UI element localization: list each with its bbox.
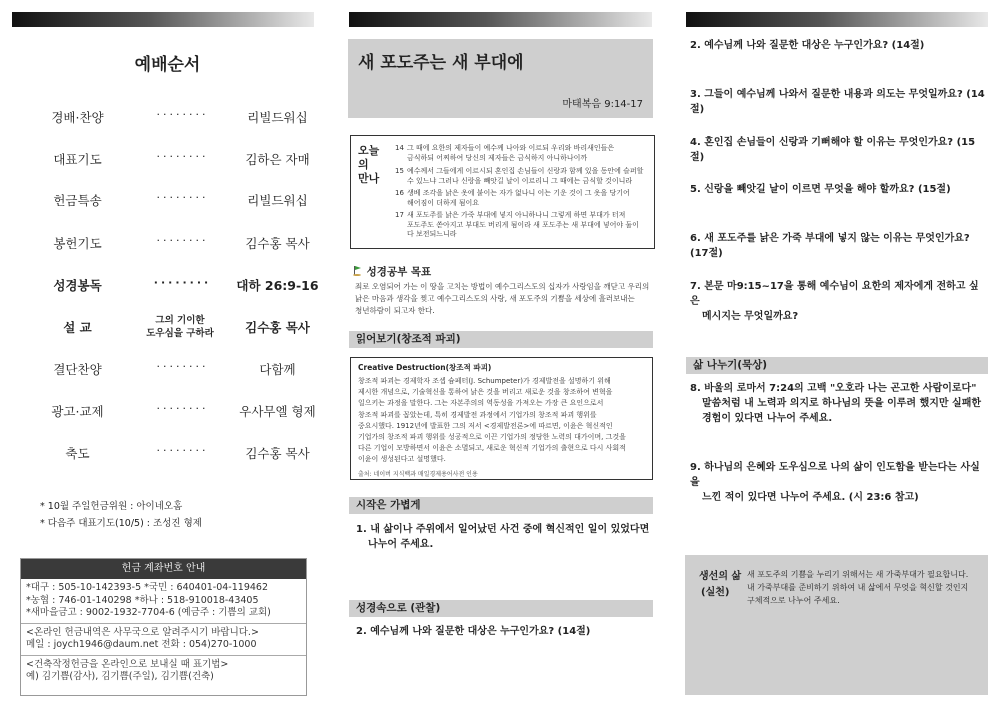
offering-info-box [20, 558, 307, 696]
sermon-title [125, 314, 235, 340]
account-list [21, 579, 306, 624]
goal-line: 낡은 마음과 생각을 찢고 예수그리스도의 사랑, 새 포도주의 기쁨을 세상에 흘러보내는 [355, 294, 635, 303]
sermon-header [348, 39, 653, 118]
question-3: 3. 그들이 예수님께 나와서 질문한 내용과 의도는 무엇일까요? (14절) [690, 89, 985, 115]
service-dots: ········ [153, 276, 212, 289]
service-row [20, 191, 315, 215]
service-row [20, 402, 315, 426]
sermon-title-line: 도우심을 구하라 [146, 328, 214, 339]
service-dots: ········ [156, 444, 209, 457]
practice-box [685, 555, 988, 695]
building-title: <건축작정헌금을 온라인으로 보내실 때 표기법> [26, 658, 229, 670]
study-goal-title [352, 264, 431, 279]
verse-number: 17 [395, 211, 404, 219]
start-section-bar: 시작은 가볍게 [349, 497, 653, 514]
reading-box [350, 357, 653, 480]
question-8 [690, 381, 985, 426]
question-4: 4. 혼인집 손님들이 신랑과 기뻐해야 할 이유는 무엇인가요? (15절) [690, 137, 976, 163]
reading-line: 창조적 파괴를 꼽았는데, 특히 경제발전 과정에서 기업가의 창조적 파괴 행위를 [358, 410, 597, 419]
sermon-main-title: 새 포도주는 새 부대에 [358, 53, 524, 73]
verse-text: 해어짐이 더하게 됨이요 [407, 198, 480, 207]
reading-line: 이윤이 생성된다고 설명했다. [358, 455, 446, 464]
practice-label [699, 569, 741, 601]
observe-section-bar: 성경속으로 (관찰) [349, 600, 653, 617]
question-line: 말씀처럼 내 노력과 의지로 하나님의 뜻을 이루려 했지만 실패한 [702, 398, 982, 409]
practice-line: 구체적으로 나누어 주세요. [747, 596, 840, 605]
service-row [20, 234, 315, 258]
top-gradient-bar-1 [12, 12, 314, 27]
question-6: 6. 새 포도주를 낡은 가죽 부대에 넣지 않는 이유는 무엇인가요? (17절) [690, 233, 970, 259]
online-offering-info [21, 624, 306, 656]
service-row [20, 150, 315, 174]
verse [395, 167, 647, 186]
verse-text: 다 보전되느니라 [407, 230, 457, 238]
service-person: 대하 26:9-16 [236, 278, 319, 293]
account-line: *농협 : 746-01-140298 *하나 : 518-910018-43405 [26, 594, 259, 606]
reading-body [358, 376, 645, 466]
service-role: 경배·찬양 [51, 110, 104, 125]
service-row [20, 360, 315, 384]
practice-text [747, 568, 981, 607]
service-person: 우사무엘 형제 [239, 404, 316, 419]
service-dots: ········ [156, 150, 209, 163]
service-person: 김수홍 목사 [245, 320, 310, 335]
service-person: 김하은 자매 [245, 152, 310, 167]
goal-line: 청년하람이 되고자 한다. [355, 306, 435, 315]
verse-number: 16 [395, 189, 404, 197]
question-line: 경험이 있다면 나누어 주세요. [702, 413, 833, 424]
question-line: 9. 하나님의 은혜와 도우심으로 나의 삶이 인도함을 받는다는 사실을 [690, 462, 980, 488]
question-5: 5. 신랑을 빼앗길 날이 이르면 무엇을 해야 할까요? (15절) [690, 184, 951, 195]
sermon-title-line: 그의 기이한 [155, 315, 205, 326]
service-person: 리빌드워십 [247, 193, 308, 208]
reading-line: 다른 기업이 모방하면서 이윤은 소멸되고, 새로운 혁신적 기업가의 출현으로 다시 사회적 [358, 444, 626, 453]
account-line: *새마을금고 : 9002-1932-7704-6 (예금주 : 기쁨의 교회) [26, 607, 271, 618]
note-line: * 다음주 대표기도(10/5) : 조성진 형제 [40, 518, 202, 529]
online-contact: 메일 : joych1946@daum.net 전화 : 054)270-1000 [26, 639, 257, 650]
reading-title: Creative Destruction(창조적 파괴) [358, 363, 492, 372]
service-role: 광고·교제 [51, 404, 104, 419]
question-1 [356, 522, 651, 552]
todays-word-box [350, 135, 655, 249]
service-row [20, 108, 315, 132]
top-gradient-bar-3 [686, 12, 988, 27]
reading-line: 일으키는 과정을 말한다. 그는 자본주의의 역동성을 가져오는 가장 큰 요인으로서 [358, 399, 604, 408]
practice-line: 새 포도주의 기쁨을 누리기 위해서는 새 가죽부대가 필요합니다. [747, 570, 969, 579]
service-row [20, 276, 319, 300]
reading-line: 중요시했다. 1912년에 발표한 그의 저서 <경제발전론>에 따르면, 이윤은 혁신적인 [358, 421, 613, 430]
question-9 [690, 460, 985, 505]
verse-number: 14 [395, 144, 404, 152]
verse-text: 포도주도 쏟아지고 부대도 버리게 됨이라 새 포도주는 새 부대에 넣어야 둘이 [407, 220, 639, 229]
label-line: 오늘의 [358, 144, 380, 171]
question-7 [690, 279, 985, 324]
service-role: 결단찬양 [53, 362, 102, 377]
flag-icon [352, 265, 363, 276]
service-role: 축도 [65, 446, 90, 461]
question-line: 8. 바울의 로마서 7:24의 고백 "오호라 나는 곤고한 사람이로다" [690, 383, 977, 394]
goal-title-text: 성경공부 목표 [366, 266, 432, 278]
service-dots: ········ [156, 402, 209, 415]
reading-line: 기업가의 창조적 파괴 행위를 성공적으로 이끈 기업가의 정당한 노력의 대가이며, 그것을 [358, 433, 626, 442]
verse-text: 그 때에 요한의 제자들이 예수께 나아와 이르되 우리와 바리새인들은 [407, 144, 615, 152]
question-2-repeat: 2. 예수님께 나와 질문한 대상은 누구인가요? (14절) [690, 40, 925, 51]
verse [395, 211, 647, 240]
question-line: 느낀 적이 있다면 나누어 주세요. (시 23:6 참고) [702, 492, 919, 503]
verse-text: 새 포도주를 낡은 가죽 부대에 넣지 아니하나니 그렇게 하면 부대가 터져 [407, 211, 626, 219]
question-line: 1. 내 삶이나 주위에서 일어났던 사건 중에 혁신적인 일이 있었다면 [356, 524, 650, 535]
verse-text: 예수께서 그들에게 이르시되 혼인집 손님들이 신랑과 함께 있을 동안에 슬퍼할 [407, 167, 644, 175]
service-dots: ········ [156, 108, 209, 121]
scripture-reference: 마태복음 9:14-17 [562, 99, 643, 110]
service-role: 대표기도 [53, 152, 102, 167]
reading-line: 창조적 파괴는 경제학자 조셉 슘페터(J. Schumpeter)가 경제발전을 설명하기 위해 [358, 377, 611, 385]
service-dots: ········ [156, 234, 209, 247]
top-gradient-bar-2 [349, 12, 652, 27]
service-role: 봉헌기도 [53, 236, 102, 251]
label-line: (실천) [701, 587, 730, 598]
goal-line: 죄로 오염되어 가는 이 땅을 고치는 방법이 예수그리스도의 십자가 사랑임을 깨닫고 우리의 [355, 282, 650, 291]
offering-header: 헌금 계좌번호 안내 [21, 559, 306, 579]
verse-text: 금식하되 어찌하여 당신의 제자들은 금식하지 아니하나이까 [407, 153, 588, 162]
note-line: * 10월 주일헌금위원 : 아이네오홈 [40, 501, 183, 512]
verse-number: 15 [395, 167, 404, 175]
verse [395, 189, 647, 208]
reading-source: 출처: 네이버 지식백과 매일경제용어사전 인용 [358, 470, 478, 478]
practice-line: 내 가죽부대를 준비하기 위하여 내 삶에서 무엇을 혁신할 것인지 [747, 583, 969, 592]
service-person: 김수홍 목사 [245, 236, 310, 251]
service-person: 다함께 [259, 362, 296, 377]
verse [395, 144, 647, 163]
service-role: 설 교 [63, 320, 92, 335]
service-person: 리빌드워십 [247, 110, 308, 125]
service-row [20, 444, 315, 468]
service-person: 김수홍 목사 [245, 446, 310, 461]
building-offering-info [21, 656, 306, 687]
todays-word-label [358, 144, 386, 186]
online-title: <온라인 헌금내역은 사무국으로 알려주시기 바랍니다.> [26, 626, 259, 638]
service-dots: ········ [156, 360, 209, 373]
account-line: *대구 : 505-10-142393-5 *국민 : 640401-04-119462 [26, 582, 268, 593]
service-role: 성경봉독 [53, 278, 102, 293]
reading-section-bar: 읽어보기(창조적 파괴) [349, 331, 653, 348]
question-line: 7. 본문 마9:15~17을 통해 예수님이 요한의 제자에게 전하고 싶은 [690, 281, 979, 307]
share-section-bar: 삶 나누기(묵상) [686, 357, 988, 374]
study-goal-body [355, 281, 655, 317]
label-line: 만나 [358, 172, 380, 185]
question-line: 메시지는 무엇일까요? [702, 311, 799, 322]
service-dots: ········ [156, 191, 209, 204]
reading-line: 제시한 개념으로, 기술혁신을 통하여 낡은 것을 버리고 새로운 것을 창조하여 변혁을 [358, 388, 613, 397]
announcement-notes [40, 498, 202, 532]
building-example: 예) 김기쁨(감사), 김기쁨(주일), 김기쁨(건축) [26, 671, 214, 682]
question-2: 2. 예수님께 나와 질문한 대상은 누구인가요? (14절) [356, 626, 591, 637]
service-role: 헌금특송 [53, 193, 102, 208]
service-row-sermon [20, 315, 315, 342]
question-line: 나누어 주세요. [368, 539, 434, 550]
verse-text: 수 있느냐 그러나 신랑을 빼앗길 날이 이르리니 그 때에는 금식할 것이니라 [407, 176, 633, 185]
label-line: 생선의 삶 [699, 571, 742, 582]
verse-text: 생베 조각을 낡은 옷에 붙이는 자가 없나니 이는 기운 것이 그 옷을 당기어 [407, 189, 630, 197]
order-of-worship-title: 예배순서 [134, 55, 201, 75]
